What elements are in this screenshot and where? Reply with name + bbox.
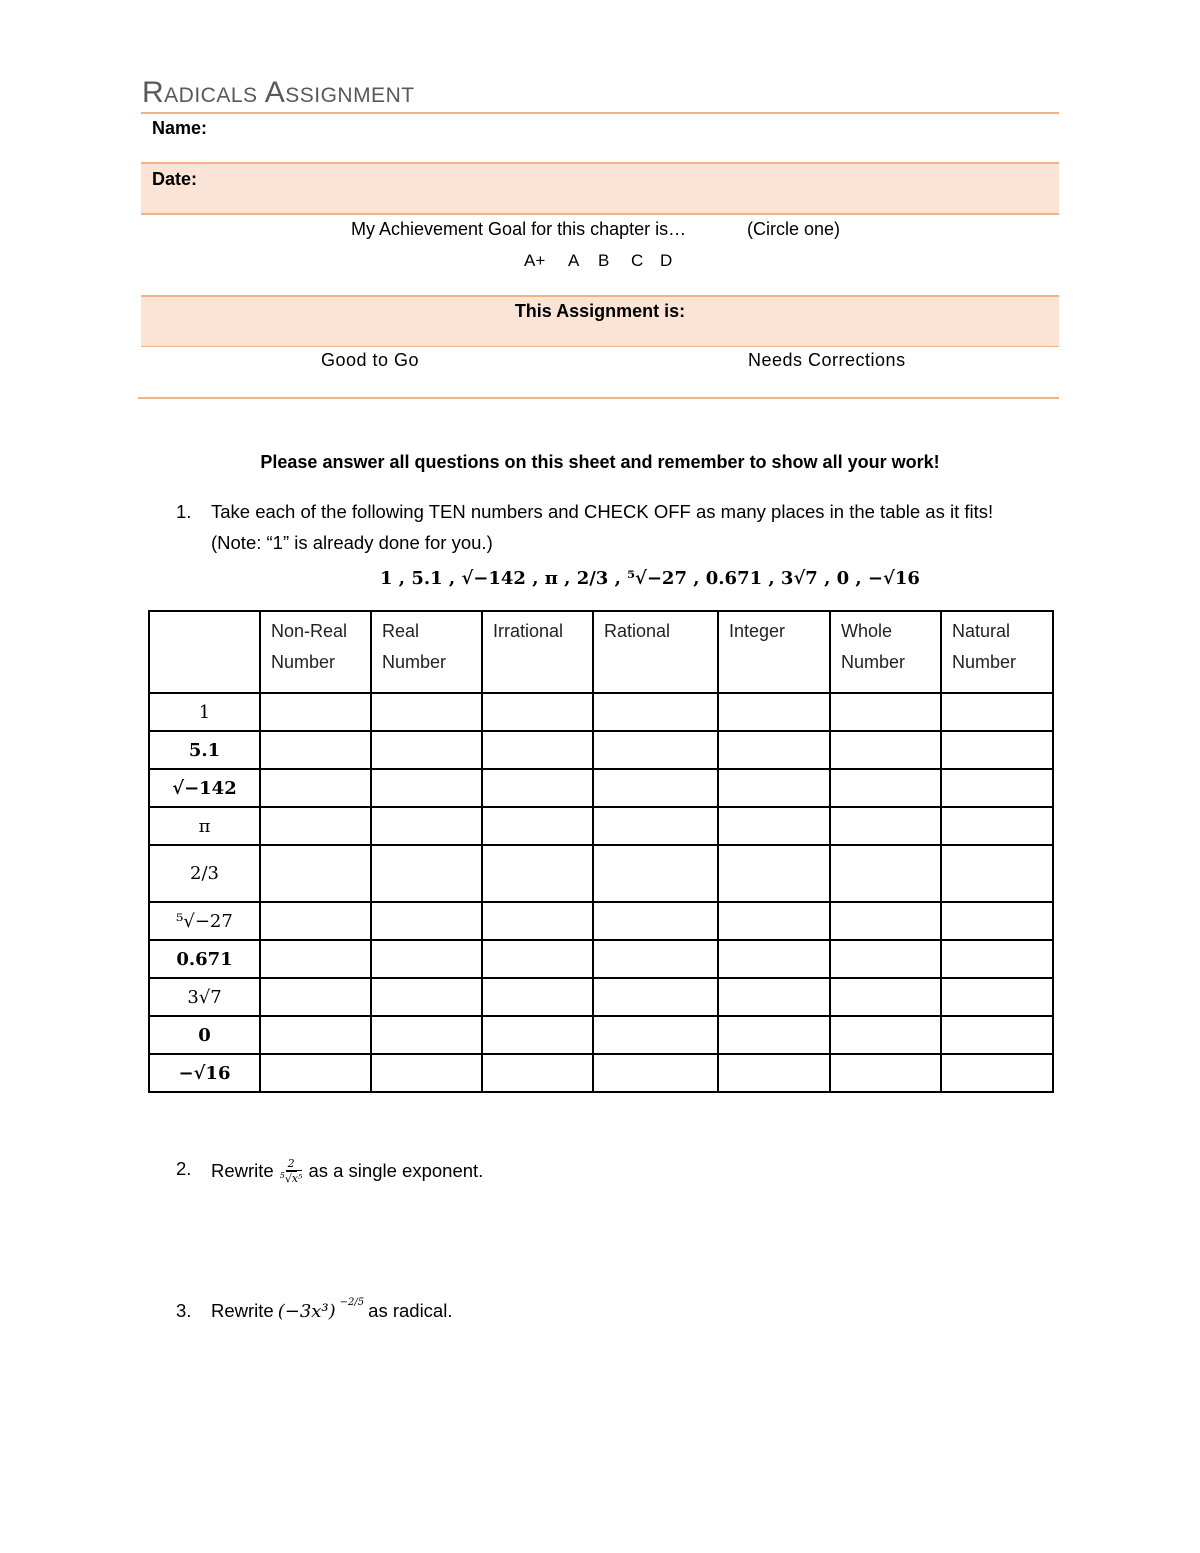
check-cell[interactable] xyxy=(371,902,482,940)
question-number: 3. xyxy=(176,1300,192,1321)
check-cell[interactable] xyxy=(482,731,593,769)
grade-option[interactable]: C xyxy=(631,251,644,270)
check-cell[interactable] xyxy=(830,807,941,845)
check-cell[interactable] xyxy=(830,845,941,902)
check-cell[interactable] xyxy=(830,731,941,769)
check-cell[interactable] xyxy=(941,807,1053,845)
check-cell[interactable] xyxy=(260,978,371,1016)
row-label: −√16 xyxy=(149,1054,260,1092)
divider xyxy=(141,213,1059,215)
check-cell[interactable] xyxy=(830,978,941,1016)
table-row xyxy=(149,769,1053,807)
check-cell[interactable] xyxy=(830,693,941,731)
question-3-expression: (−3x³) xyxy=(277,1300,336,1322)
divider xyxy=(141,346,1059,347)
column-header: Integer xyxy=(718,611,830,693)
check-cell[interactable] xyxy=(593,731,718,769)
check-cell[interactable] xyxy=(260,845,371,902)
check-cell[interactable] xyxy=(371,693,482,731)
check-cell[interactable] xyxy=(593,940,718,978)
check-cell[interactable] xyxy=(371,978,482,1016)
question-3-text xyxy=(211,1296,453,1322)
row-label: 1 xyxy=(149,693,260,731)
check-cell[interactable] xyxy=(482,940,593,978)
check-cell[interactable] xyxy=(371,807,482,845)
check-cell[interactable] xyxy=(941,940,1053,978)
date-band xyxy=(141,164,1059,213)
numbers-list xyxy=(380,568,920,589)
check-cell[interactable] xyxy=(593,807,718,845)
check-cell[interactable] xyxy=(718,1016,830,1054)
check-cell[interactable] xyxy=(941,769,1053,807)
check-cell[interactable] xyxy=(718,769,830,807)
check-cell[interactable] xyxy=(941,693,1053,731)
check-cell[interactable] xyxy=(830,902,941,940)
check-cell[interactable] xyxy=(371,940,482,978)
check-cell[interactable] xyxy=(371,1016,482,1054)
check-cell[interactable] xyxy=(482,693,593,731)
table-row xyxy=(149,1054,1053,1092)
check-cell[interactable] xyxy=(941,845,1053,902)
check-cell[interactable] xyxy=(941,978,1053,1016)
question-1-note: (Note: “1” is already done for you.) xyxy=(211,532,493,553)
check-cell[interactable] xyxy=(718,845,830,902)
table-row xyxy=(149,978,1053,1016)
table-row xyxy=(149,807,1053,845)
grade-option[interactable]: D xyxy=(660,251,673,270)
check-cell[interactable] xyxy=(830,1054,941,1092)
goal-text: My Achievement Goal for this chapter is… xyxy=(351,219,687,239)
assignment-label: This Assignment is: xyxy=(514,301,686,321)
check-cell[interactable] xyxy=(830,769,941,807)
check-cell[interactable] xyxy=(941,1016,1053,1054)
row-label: √−142 xyxy=(149,769,260,807)
check-cell[interactable] xyxy=(371,731,482,769)
check-cell[interactable] xyxy=(260,731,371,769)
check-cell[interactable] xyxy=(830,940,941,978)
check-cell[interactable] xyxy=(482,1054,593,1092)
question-3-prefix: Rewrite xyxy=(211,1300,274,1321)
check-cell[interactable] xyxy=(718,978,830,1016)
page-title: Radicals Assignment xyxy=(142,76,415,109)
table-row xyxy=(149,902,1053,940)
check-cell[interactable] xyxy=(941,731,1053,769)
question-2-text xyxy=(211,1158,483,1185)
check-cell[interactable] xyxy=(718,731,830,769)
column-header: Non-Real Number xyxy=(260,611,371,693)
row-label: ⁵√−27 xyxy=(149,902,260,940)
check-cell[interactable] xyxy=(482,978,593,1016)
header-corner xyxy=(149,611,260,693)
row-label: π xyxy=(149,807,260,845)
check-cell[interactable] xyxy=(260,769,371,807)
check-cell[interactable] xyxy=(260,902,371,940)
table-row xyxy=(149,845,1053,902)
check-cell[interactable] xyxy=(593,1054,718,1092)
table-row xyxy=(149,1016,1053,1054)
question-2-fraction xyxy=(278,1158,305,1185)
grade-options xyxy=(524,251,680,271)
row-label: 2/3 xyxy=(149,845,260,902)
question-2-prefix: Rewrite xyxy=(211,1160,274,1182)
check-cell[interactable] xyxy=(482,807,593,845)
check-cell[interactable] xyxy=(482,1016,593,1054)
check-cell[interactable] xyxy=(260,940,371,978)
table-row xyxy=(149,940,1053,978)
table-row xyxy=(149,731,1053,769)
check-cell[interactable] xyxy=(260,807,371,845)
name-label: Name: xyxy=(152,118,208,138)
grade-option[interactable]: B xyxy=(598,251,610,270)
column-header: Real Number xyxy=(371,611,482,693)
column-header: Whole Number xyxy=(830,611,941,693)
question-2-suffix: as a single exponent. xyxy=(308,1160,484,1182)
column-header: Rational xyxy=(593,611,718,693)
check-cell[interactable] xyxy=(482,902,593,940)
check-cell[interactable] xyxy=(482,769,593,807)
question-3-suffix: as radical. xyxy=(368,1300,453,1321)
row-label: 5.1 xyxy=(149,731,260,769)
classification-table xyxy=(148,610,1054,1093)
table-row xyxy=(149,693,1053,731)
grade-option[interactable]: A+ xyxy=(524,251,546,270)
divider xyxy=(141,112,1059,114)
grade-option[interactable]: A xyxy=(568,251,580,270)
check-cell[interactable] xyxy=(371,769,482,807)
check-cell[interactable] xyxy=(260,1054,371,1092)
check-cell[interactable] xyxy=(830,1016,941,1054)
check-cell[interactable] xyxy=(482,845,593,902)
question-number: 1. xyxy=(176,501,192,522)
check-cell[interactable] xyxy=(941,1054,1053,1092)
check-cell[interactable] xyxy=(593,845,718,902)
check-cell[interactable] xyxy=(593,978,718,1016)
check-cell[interactable] xyxy=(371,845,482,902)
check-cell[interactable] xyxy=(593,769,718,807)
check-cell[interactable] xyxy=(718,940,830,978)
column-header: Irrational xyxy=(482,611,593,693)
check-cell[interactable] xyxy=(718,1054,830,1092)
divider xyxy=(138,397,1059,399)
row-label: 0 xyxy=(149,1016,260,1054)
question-number: 2. xyxy=(176,1158,192,1179)
check-cell[interactable] xyxy=(718,902,830,940)
row-label: 0.671 xyxy=(149,940,260,978)
fraction-denominator: $^5$√x⁵ xyxy=(279,1170,303,1186)
column-header: Natural Number xyxy=(941,611,1053,693)
good-to-go-option[interactable]: Good to Go xyxy=(321,350,420,370)
check-cell[interactable] xyxy=(593,693,718,731)
check-cell[interactable] xyxy=(371,1054,482,1092)
goal-hint: (Circle one) xyxy=(747,219,841,239)
check-cell[interactable] xyxy=(593,1016,718,1054)
numbers-list-text: 1 , 5.1 , √−142 , π , 2/3 , ⁵√−27 , 0.671 , 3√7 , 0 , −√16 xyxy=(380,568,920,589)
check-cell[interactable] xyxy=(718,693,830,731)
check-cell[interactable] xyxy=(260,693,371,731)
check-cell[interactable] xyxy=(718,807,830,845)
check-cell[interactable] xyxy=(941,902,1053,940)
question-3-exponent: −2/5 xyxy=(339,1296,365,1308)
question-1-text: Take each of the following TEN numbers and CHECK OFF as many places in the table as it fits! xyxy=(211,501,994,522)
fraction-numerator: 2 xyxy=(287,1157,295,1170)
needs-corrections-option[interactable]: Needs Corrections xyxy=(748,350,906,370)
row-label: 3√7 xyxy=(149,978,260,1016)
check-cell[interactable] xyxy=(260,1016,371,1054)
check-cell[interactable] xyxy=(593,902,718,940)
table-header-row xyxy=(149,611,1053,693)
instructions: Please answer all questions on this sheet and remember to show all your work! xyxy=(260,452,940,472)
date-label: Date: xyxy=(152,169,198,189)
